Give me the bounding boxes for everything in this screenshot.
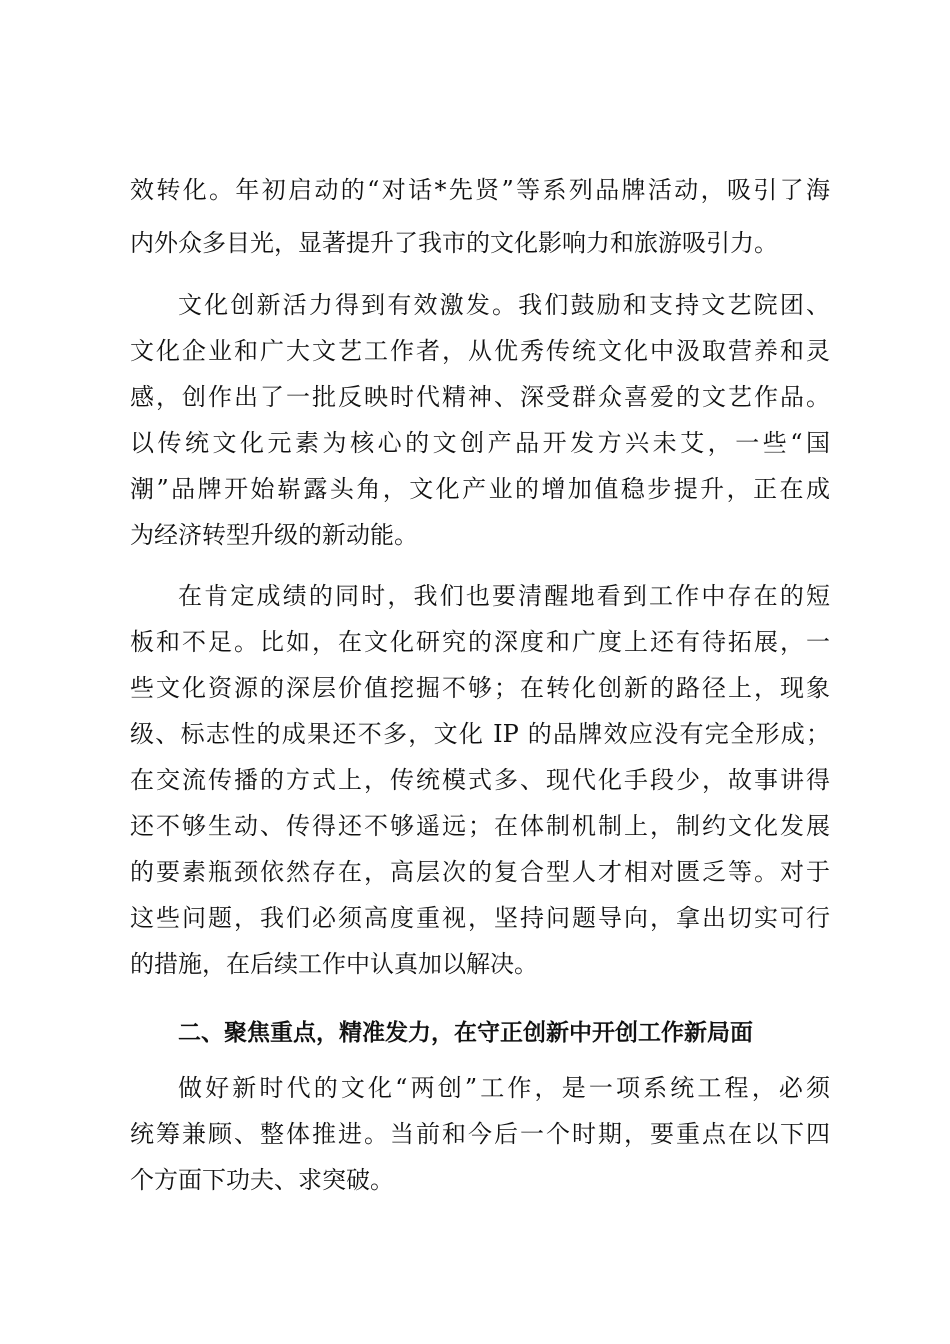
paragraph-2-line-3: 感，创作出了一批反映时代精神、深受群众喜爱的文艺作品。 <box>130 383 830 411</box>
paragraph-3-line-8: 这些问题，我们必须高度重视，坚持问题导向，拿出切实可行 <box>130 904 830 932</box>
paragraph-2-line-6: 为经济转型升级的新动能。 <box>130 521 418 549</box>
paragraph-3-line-6: 还不够生动、传得还不够遥远；在体制机制上，制约文化发展 <box>130 812 830 840</box>
paragraph-3-line-1: 在肯定成绩的同时，我们也要清醒地看到工作中存在的短 <box>178 582 830 610</box>
paragraph-1-line-2: 内外众多目光，显著提升了我市的文化影响力和旅游吸引力。 <box>130 229 778 257</box>
section-heading: 二、聚焦重点，精准发力，在守正创新中开创工作新局面 <box>178 1020 753 1046</box>
closing-paragraph-line-2: 统筹兼顾、整体推进。当前和今后一个时期，要重点在以下四 <box>130 1120 830 1148</box>
paragraph-3-line-3: 些文化资源的深层价值挖掘不够；在转化创新的路径上，现象 <box>130 674 830 702</box>
paragraph-2-line-5: 潮”品牌开始崭露头角，文化产业的增加值稳步提升，正在成 <box>130 475 830 503</box>
paragraph-1-line-1: 效转化。年初启动的“对话*先贤”等系列品牌活动，吸引了海 <box>130 176 830 204</box>
closing-paragraph-line-1: 做好新时代的文化“两创”工作，是一项系统工程，必须 <box>178 1074 830 1102</box>
paragraph-3-line-7: 的要素瓶颈依然存在，高层次的复合型人才相对匮乏等。对于 <box>130 858 830 886</box>
paragraph-3-line-5: 在交流传播的方式上，传统模式多、现代化手段少，故事讲得 <box>130 766 830 794</box>
paragraph-2-line-1: 文化创新活力得到有效激发。我们鼓励和支持文艺院团、 <box>178 291 830 319</box>
paragraph-2-line-4: 以传统文化元素为核心的文创产品开发方兴未艾，一些“国 <box>130 429 830 457</box>
paragraph-3-line-9: 的措施，在后续工作中认真加以解决。 <box>130 950 538 978</box>
paragraph-2-line-2: 文化企业和广大文艺工作者，从优秀传统文化中汲取营养和灵 <box>130 337 830 365</box>
paragraph-3-line-2: 板和不足。比如，在文化研究的深度和广度上还有待拓展，一 <box>130 628 830 656</box>
closing-paragraph-line-3: 个方面下功夫、求突破。 <box>130 1166 394 1194</box>
paragraph-3-line-4: 级、标志性的成果还不多，文化 IP 的品牌效应没有完全形成； <box>130 720 830 748</box>
